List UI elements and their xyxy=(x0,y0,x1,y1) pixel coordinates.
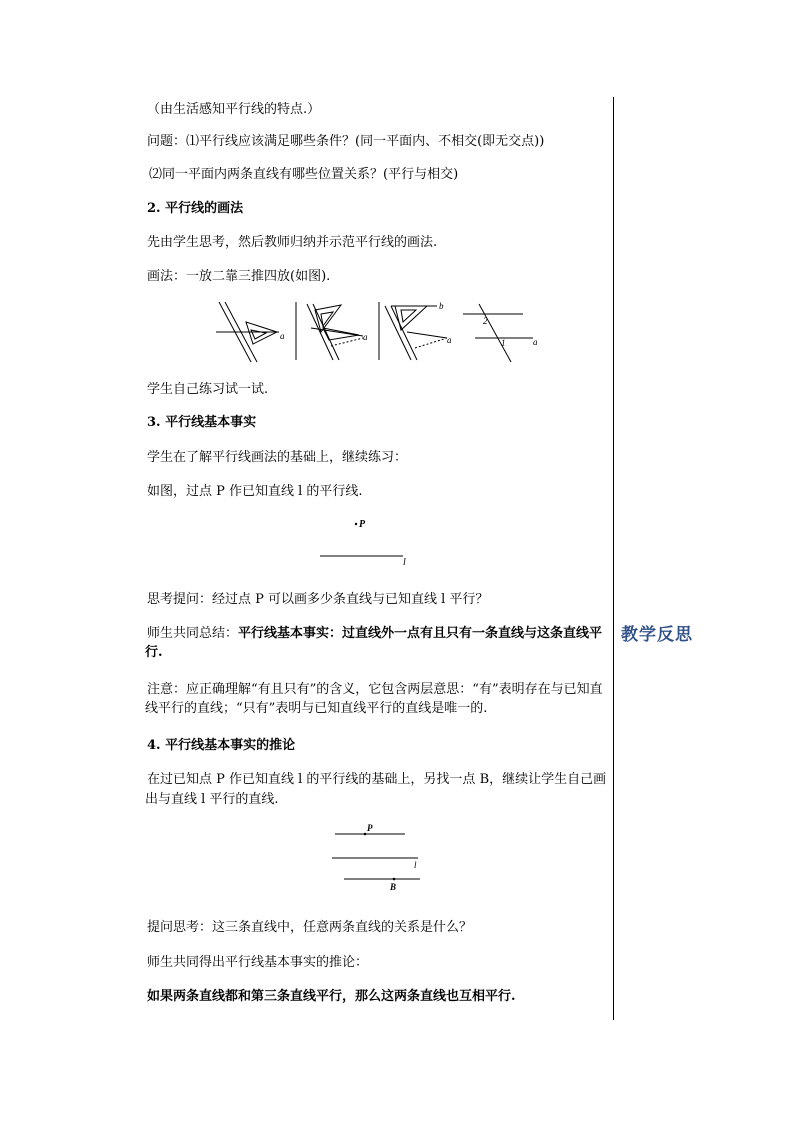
label-B: B xyxy=(390,882,397,892)
section-heading: 3. 平行线基本事实 xyxy=(147,415,257,430)
text-line: 提问思考：这三条直线中，任意两条直线的关系是什么？ xyxy=(147,920,473,935)
text-line: 思考提问：经过点 P 可以画多少条直线与已知直线 l 平行？ xyxy=(147,592,489,607)
corollary-statement: 如果两条直线都和第三条直线平行，那么这两条直线也互相平行. xyxy=(147,989,516,1004)
text-line: 学生自己练习试一试. xyxy=(147,382,269,397)
section-heading: 2. 平行线的画法 xyxy=(147,201,244,216)
column-divider xyxy=(613,97,614,1020)
text-line: 学生在了解平行线画法的基础上，继续练习： xyxy=(147,450,408,465)
summary-intro: 师生共同总结： xyxy=(147,626,239,641)
text-line: 问题：⑴平行线应该满足哪些条件？(同一平面内、不相交(即无交点)) xyxy=(147,134,545,149)
point-line-figure xyxy=(315,518,415,568)
teaching-reflection-title: 教学反思 xyxy=(621,625,693,645)
text-line: ⑵同一平面内两条直线有哪些位置关系？(平行与相交) xyxy=(149,167,459,182)
label-2: 2 xyxy=(483,316,488,326)
label-a: a xyxy=(447,335,452,345)
label-1: 1 xyxy=(501,338,506,348)
basic-fact-statement: 平行线基本事实：过直线外一点有且只有一条直线与这条直线平行. xyxy=(145,626,603,660)
label-a: a xyxy=(280,331,285,341)
text-paragraph: 在过已知点 P 作已知直线 l 的平行线的基础上，另找一点 B，继续让学生自己画出与直线 l 平行的直线. xyxy=(145,772,607,807)
note-paragraph: 注意：应正确理解“有且只有”的含义，它包含两层意思：“有”表明存在与已知直线平行的直线；“只有”表明与已知直线平行的直线是唯一的. xyxy=(145,682,603,716)
three-parallel-lines-figure xyxy=(330,822,430,902)
label-b: b xyxy=(439,302,444,311)
text-line: 画法：一放二靠三推四放(如图). xyxy=(147,269,331,284)
label-a: a xyxy=(533,337,538,347)
label-P: P xyxy=(359,519,366,530)
text-line: 如图，过点 P 作已知直线 l 的平行线. xyxy=(147,484,363,499)
text-line: 师生共同得出平行线基本事实的推论： xyxy=(147,955,369,970)
parallel-drawing-steps-figure xyxy=(211,302,551,364)
text-line: （由生活感知平行线的特点.） xyxy=(147,102,321,117)
label-P: P xyxy=(367,823,373,833)
section-heading: 4. 平行线基本事实的推论 xyxy=(147,738,296,753)
label-l: l xyxy=(403,557,406,568)
text-line: 先由学生思考，然后教师归纳并示范平行线的画法. xyxy=(147,235,438,250)
summary-paragraph xyxy=(145,624,610,662)
label-a: a xyxy=(363,332,368,342)
label-l: l xyxy=(414,860,417,870)
